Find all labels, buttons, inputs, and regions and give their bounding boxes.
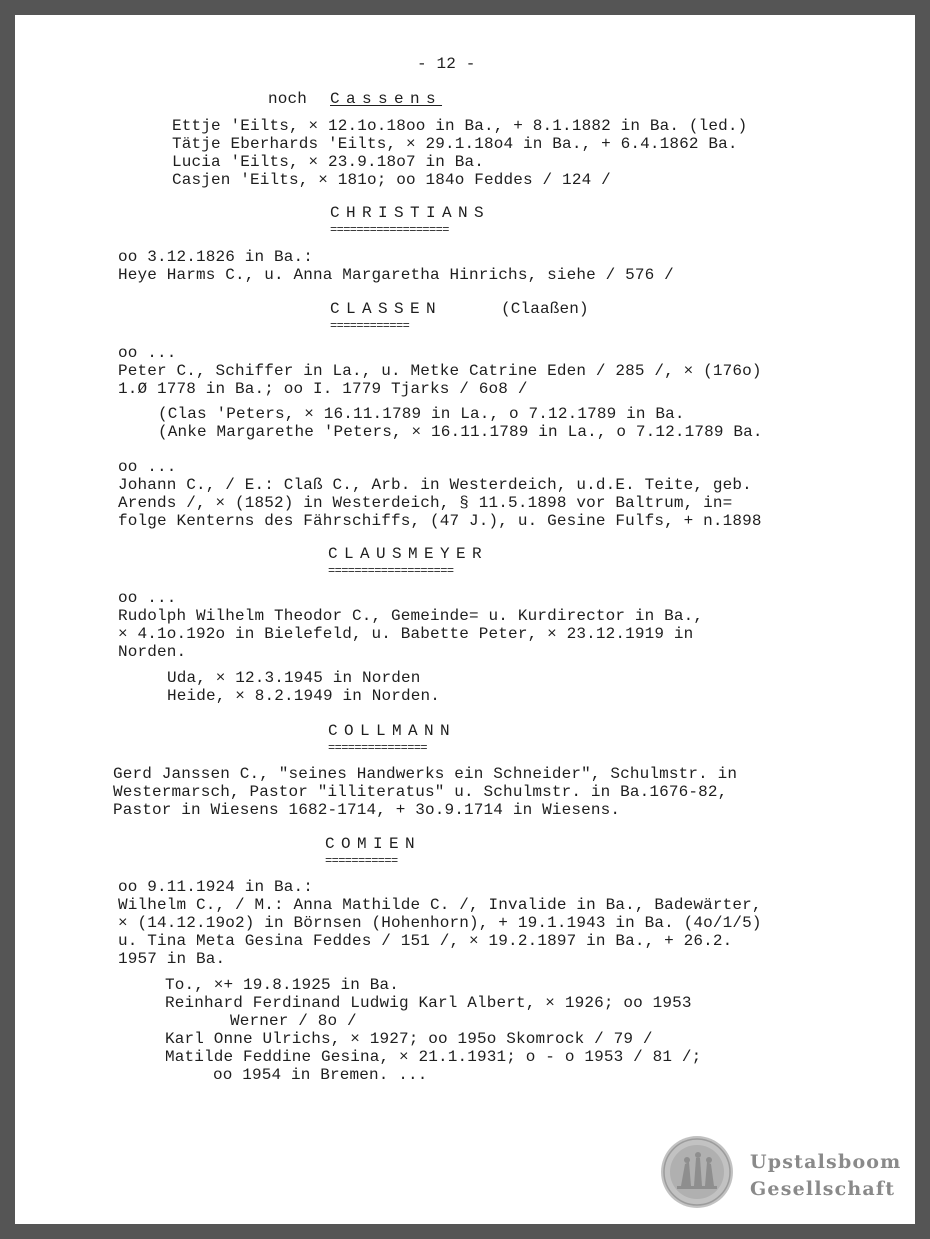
entry-line: Gerd Janssen C., "seines Handwerks ein Schneider", Schulmstr. in bbox=[113, 765, 738, 783]
entry-line: Tätje Eberhards 'Eilts, × 29.1.18o4 in Ba., + 6.4.1862 Ba. bbox=[172, 135, 738, 153]
entry-line: oo 9.11.1924 in Ba.: bbox=[118, 878, 314, 896]
page-number: - 12 - bbox=[417, 55, 476, 73]
entry-line: u. Tina Meta Gesina Feddes / 151 /, × 19.2.1897 in Ba., + 26.2. bbox=[118, 932, 733, 950]
entry-line: Rudolph Wilhelm Theodor C., Gemeinde= u. Kurdirector in Ba., bbox=[118, 607, 704, 625]
entry-line: Heide, × 8.2.1949 in Norden. bbox=[167, 687, 441, 705]
brand-line-2: Gesellschaft bbox=[750, 1178, 896, 1200]
entry-line: Peter C., Schiffer in La., u. Metke Catrine Eden / 285 /, × (176o) bbox=[118, 362, 762, 380]
society-seal-icon bbox=[659, 1134, 735, 1210]
entry-line: Westermarsch, Pastor "illiteratus" u. Schulmstr. in Ba.1676-82, bbox=[113, 783, 728, 801]
entry-line: Casjen 'Eilts, × 181o; oo 184o Feddes / 124 / bbox=[172, 171, 611, 189]
entry-line: oo ... bbox=[118, 589, 177, 607]
entry-line: Ettje 'Eilts, × 12.1o.18oo in Ba., + 8.1.1882 in Ba. (led.) bbox=[172, 117, 748, 135]
entry-line: Johann C., / E.: Claß C., Arb. in Westerdeich, u.d.E. Teite, geb. bbox=[118, 476, 752, 494]
entry-line: Reinhard Ferdinand Ludwig Karl Albert, × 1926; oo 1953 bbox=[165, 994, 692, 1012]
entry-line: Karl Onne Ulrichs, × 1927; oo 195o Skomrock / 79 / bbox=[165, 1030, 653, 1048]
entry-line: Wilhelm C., / M.: Anna Mathilde C. /, Invalide in Ba., Badewärter, bbox=[118, 896, 762, 914]
heading-rule: =========== bbox=[325, 854, 398, 868]
heading-rule: ================== bbox=[330, 223, 449, 237]
entry-line: oo ... bbox=[118, 344, 177, 362]
entry-line: Lucia 'Eilts, × 23.9.18o7 in Ba. bbox=[172, 153, 485, 171]
entry-line: oo 3.12.1826 in Ba.: bbox=[118, 248, 314, 266]
entry-line: (Clas 'Peters, × 16.11.1789 in La., o 7.12.1789 in Ba. bbox=[158, 405, 685, 423]
entry-line: 1.Ø 1778 in Ba.; oo I. 1779 Tjarks / 6o8 / bbox=[118, 380, 528, 398]
entry-line: folge Kenterns des Fährschiffs, (47 J.), u. Gesine Fulfs, + n.1898 bbox=[118, 512, 762, 530]
entry-line: Werner / 8o / bbox=[230, 1012, 357, 1030]
entry-line: Arends /, × (1852) in Westerdeich, § 11.5.1898 vor Baltrum, in= bbox=[118, 494, 733, 512]
heading-rule: ============ bbox=[330, 319, 410, 333]
brand-line-1: Upstalsboom bbox=[750, 1151, 902, 1173]
entry-line: × 4.1o.192o in Bielefeld, u. Babette Peter, × 23.12.1919 in bbox=[118, 625, 694, 643]
section-title-clausmeyer: CLAUSMEYER bbox=[328, 545, 489, 563]
entry-line: (Anke Margarethe 'Peters, × 16.11.1789 in La., o 7.12.1789 Ba. bbox=[158, 423, 763, 441]
section-title-classen: CLASSEN bbox=[330, 300, 443, 318]
document-page bbox=[15, 15, 915, 1224]
heading-rule: =================== bbox=[328, 564, 454, 578]
section-title-collmann: COLLMANN bbox=[328, 722, 457, 740]
entry-line: Norden. bbox=[118, 643, 187, 661]
entry-line: 1957 in Ba. bbox=[118, 950, 226, 968]
entry-line: Heye Harms C., u. Anna Margaretha Hinrichs, siehe / 576 / bbox=[118, 266, 674, 284]
section-title-comien: COMIEN bbox=[325, 835, 422, 853]
entry-line: To., ×+ 19.8.1925 in Ba. bbox=[165, 976, 400, 994]
section-prefix: noch bbox=[268, 90, 308, 108]
entry-line: Matilde Feddine Gesina, × 21.1.1931; o - o 1953 / 81 /; bbox=[165, 1048, 702, 1066]
entry-line: oo ... bbox=[118, 458, 177, 476]
entry-line: × (14.12.19o2) in Börnsen (Hohenhorn), + 19.1.1943 in Ba. (4o/1/5) bbox=[118, 914, 762, 932]
section-title-christians: CHRISTIANS bbox=[330, 204, 491, 222]
heading-rule: =============== bbox=[328, 741, 428, 755]
section-subtitle-classen: (Claaßen) bbox=[501, 300, 589, 318]
entry-line: Uda, × 12.3.1945 in Norden bbox=[167, 669, 421, 687]
entry-line: oo 1954 in Bremen. ... bbox=[213, 1066, 428, 1084]
section-title-cassens: Cassens bbox=[330, 90, 443, 108]
entry-line: Pastor in Wiesens 1682-1714, + 3o.9.1714 in Wiesens. bbox=[113, 801, 621, 819]
